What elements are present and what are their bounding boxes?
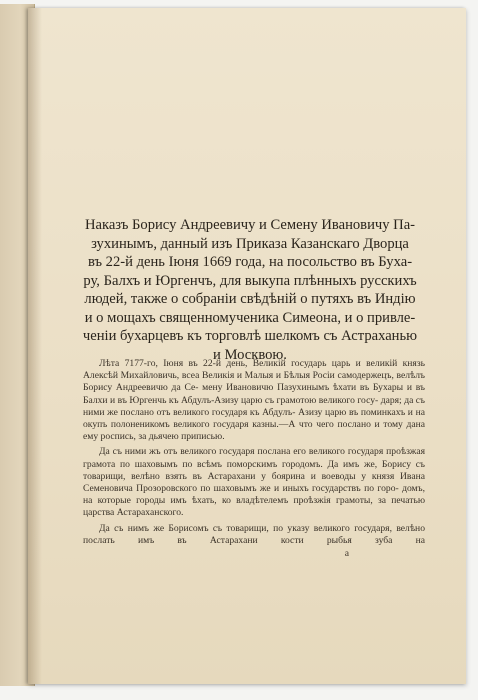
document-title [60, 216, 440, 364]
text-line: Бѣлыя Росіи самодержецъ, велѣлъ Борису Андреевичю да Се- [83, 370, 425, 394]
title-line: зухинымъ, данный изъ Приказа Казанскаго Дворца [91, 235, 409, 252]
document-page [28, 8, 466, 684]
text-line: государя проѣзжая грамота по шаховымъ по всѣмъ поморскимъ [83, 446, 425, 470]
text-line: даря; да съ ними же послано отъ великого государя къ Абдулъ- [83, 394, 426, 418]
title-line: людей, также о собраніи свѣдѣній о путяхъ въ Индію [84, 291, 416, 307]
paragraph [83, 523, 425, 547]
text-line: въ Юргенчь къ Абдулъ-Азизу царю съ грамотою великого госу- [117, 394, 379, 406]
text-line: грамоты, за печатью царства Астараханского. [83, 495, 425, 519]
title-line: въ 22-й день Іюня 1669 года, на посольство въ Буха- [87, 254, 413, 270]
text-line: Да съ ними жъ отъ великого государя послана его великого [99, 446, 345, 458]
text-line: за дьячею приписью. [138, 431, 225, 443]
text-line: городомъ. Да имъ же, Борису съ товарищи, велѣно взять въ [83, 458, 425, 482]
text-line: мену Ивановичю Пазухинымъ ѣхати въ Бухары и въ Балхи и [83, 382, 426, 406]
title-line: и о мощахъ священномученика Симеона, и о привле- [84, 309, 416, 326]
text-line: домъ, на которые городы имъ ѣхать, ко владѣтелемъ проѣзжія [83, 483, 425, 507]
text-line: Да съ нимъ же Борисомъ съ товарищи, по указу великого [99, 522, 350, 534]
catchword: а [344, 548, 349, 560]
text-line: государя, велѣно послать имъ въ Астарахани кости рыбья зуба на [83, 522, 425, 546]
text-line: государя казны.—А что чего послано и тому дана ему роспись, [83, 419, 426, 443]
paragraph [83, 446, 425, 519]
text-line: Лѣта 7177-го, Іюня въ 22-й день, Великій государь царь и [99, 358, 361, 369]
title-line: ченіи бухарцевъ къ торговлѣ шелкомъ съ Астраханью [82, 328, 418, 344]
text-line: великій князь Алексѣй Михайловичь, всеа Великія и Малыя и [83, 358, 425, 382]
title-line: ру, Балхъ и Юргенчъ, для выкупа плѣнныхъ русскихъ [83, 272, 417, 289]
text-line: Астарахани у боярина и воеводы у князя Ивана Семеновича [83, 470, 425, 495]
text-line: Азизу царю въ поминкахъ и на окупъ полоненикомъ великого [83, 406, 425, 431]
paragraph [83, 358, 425, 443]
document-body [83, 358, 425, 560]
title-line: и Москвою. [213, 346, 287, 363]
title-line: Наказъ Борису Андреевичу и Семену Ивановичу Па- [84, 217, 416, 233]
text-line: Прозоровского по шаховымъ же и иныхъ государствъ по горо- [136, 483, 399, 495]
